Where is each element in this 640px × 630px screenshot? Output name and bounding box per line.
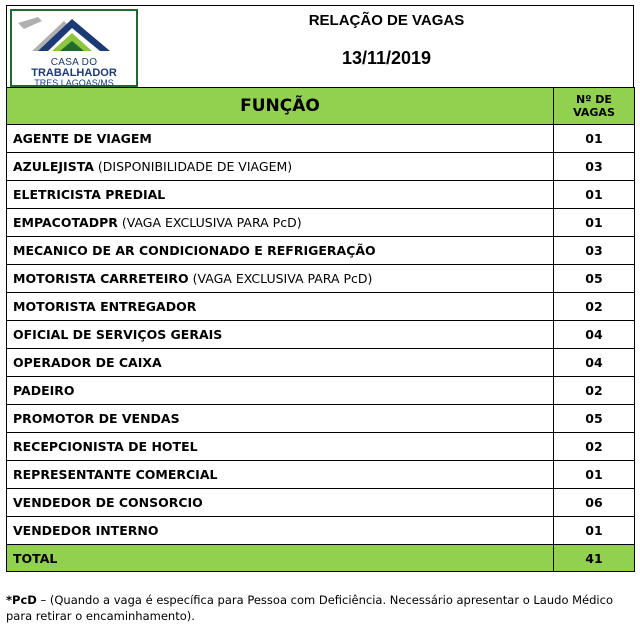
logo-line-2: TRABALHADOR xyxy=(31,67,117,79)
job-function-cell xyxy=(7,293,554,321)
vacancy-count: 03 xyxy=(554,237,635,265)
vacancy-count: 01 xyxy=(554,517,635,545)
table-row xyxy=(7,293,635,321)
job-function-cell xyxy=(7,265,554,293)
job-title: OPERADOR DE CAIXA xyxy=(13,355,162,370)
total-label: TOTAL xyxy=(7,545,554,572)
job-function-cell xyxy=(7,405,554,433)
job-title: MECANICO DE AR CONDICIONADO E REFRIGERAÇÃO xyxy=(13,243,376,258)
table-header-row xyxy=(7,88,635,125)
job-function-cell xyxy=(7,377,554,405)
job-title: PROMOTOR DE VENDAS xyxy=(13,411,180,426)
vacancy-count: 04 xyxy=(554,349,635,377)
footnote xyxy=(6,592,634,624)
header xyxy=(6,5,634,87)
column-header-vacancies xyxy=(554,88,635,125)
job-function-cell xyxy=(7,125,554,153)
total-value: 41 xyxy=(554,545,635,572)
table-row xyxy=(7,405,635,433)
job-function-cell xyxy=(7,237,554,265)
job-function-cell xyxy=(7,489,554,517)
job-title: REPRESENTANTE COMERCIAL xyxy=(13,467,218,482)
job-title: AGENTE DE VIAGEM xyxy=(13,131,152,146)
job-function-cell xyxy=(7,181,554,209)
footnote-text: – (Quando a vaga é específica para Pessoa com Deficiência. Necessário apresentar o Laudo Médico para retirar o encaminhamento). xyxy=(6,593,613,623)
house-logo-icon xyxy=(12,11,136,57)
job-function-cell xyxy=(7,321,554,349)
casa-do-trabalhador-logo xyxy=(10,9,138,87)
job-title: MOTORISTA ENTREGADOR xyxy=(13,299,197,314)
job-title: OFICIAL DE SERVIÇOS GERAIS xyxy=(13,327,223,342)
vacancy-count: 01 xyxy=(554,125,635,153)
job-function-cell xyxy=(7,461,554,489)
job-title: ELETRICISTA PREDIAL xyxy=(13,187,166,202)
table-row xyxy=(7,265,635,293)
table-row xyxy=(7,125,635,153)
vacancy-count: 01 xyxy=(554,461,635,489)
vacancy-count: 03 xyxy=(554,153,635,181)
table-row xyxy=(7,489,635,517)
job-function-cell xyxy=(7,517,554,545)
table-row xyxy=(7,517,635,545)
logo-line-1: CASA DO xyxy=(50,57,98,68)
listing-date: 13/11/2019 xyxy=(341,48,432,68)
vacancy-count: 05 xyxy=(554,405,635,433)
vacancy-count: 02 xyxy=(554,433,635,461)
page-title: RELAÇÃO DE VAGAS xyxy=(308,12,465,29)
job-title: EMPACOTADPR xyxy=(13,215,118,230)
table-row xyxy=(7,153,635,181)
total-row xyxy=(7,545,635,572)
vacancy-count: 02 xyxy=(554,293,635,321)
vacancy-count: 01 xyxy=(554,209,635,237)
table-row xyxy=(7,321,635,349)
column-header-function: FUNÇÃO xyxy=(7,88,554,125)
table-row xyxy=(7,237,635,265)
job-title: PADEIRO xyxy=(13,383,75,398)
table-row xyxy=(7,349,635,377)
column-header-vacancies-line2: VAGAS xyxy=(573,106,615,119)
job-function-cell xyxy=(7,153,554,181)
logo-line-3: TRES LAGOAS/MS xyxy=(34,78,114,88)
table-row xyxy=(7,181,635,209)
footnote-term: *PcD xyxy=(6,593,37,607)
job-title: AZULEJISTA xyxy=(13,159,94,174)
job-title: VENDEDOR DE CONSORCIO xyxy=(13,495,203,510)
vacancy-count: 01 xyxy=(554,181,635,209)
job-title: VENDEDOR INTERNO xyxy=(13,523,159,538)
job-note: (VAGA EXCLUSIVA PARA PcD) xyxy=(117,215,302,230)
job-listing-sheet xyxy=(6,5,634,572)
job-title: MOTORISTA CARRETEIRO xyxy=(13,271,189,286)
job-note: (VAGA EXCLUSIVA PARA PcD) xyxy=(188,271,373,286)
table-row xyxy=(7,461,635,489)
vacancy-count: 04 xyxy=(554,321,635,349)
table-row xyxy=(7,377,635,405)
job-function-cell xyxy=(7,433,554,461)
job-function-cell xyxy=(7,349,554,377)
job-title: RECEPCIONISTA DE HOTEL xyxy=(13,439,198,454)
vacancy-count: 05 xyxy=(554,265,635,293)
vacancy-count: 06 xyxy=(554,489,635,517)
table-row xyxy=(7,209,635,237)
job-note: (DISPONIBILIDADE DE VIAGEM) xyxy=(93,159,293,174)
column-header-vacancies-line1: Nº DE xyxy=(576,93,612,106)
vacancy-count: 02 xyxy=(554,377,635,405)
table-row xyxy=(7,433,635,461)
vacancies-table xyxy=(6,87,635,572)
job-function-cell xyxy=(7,209,554,237)
